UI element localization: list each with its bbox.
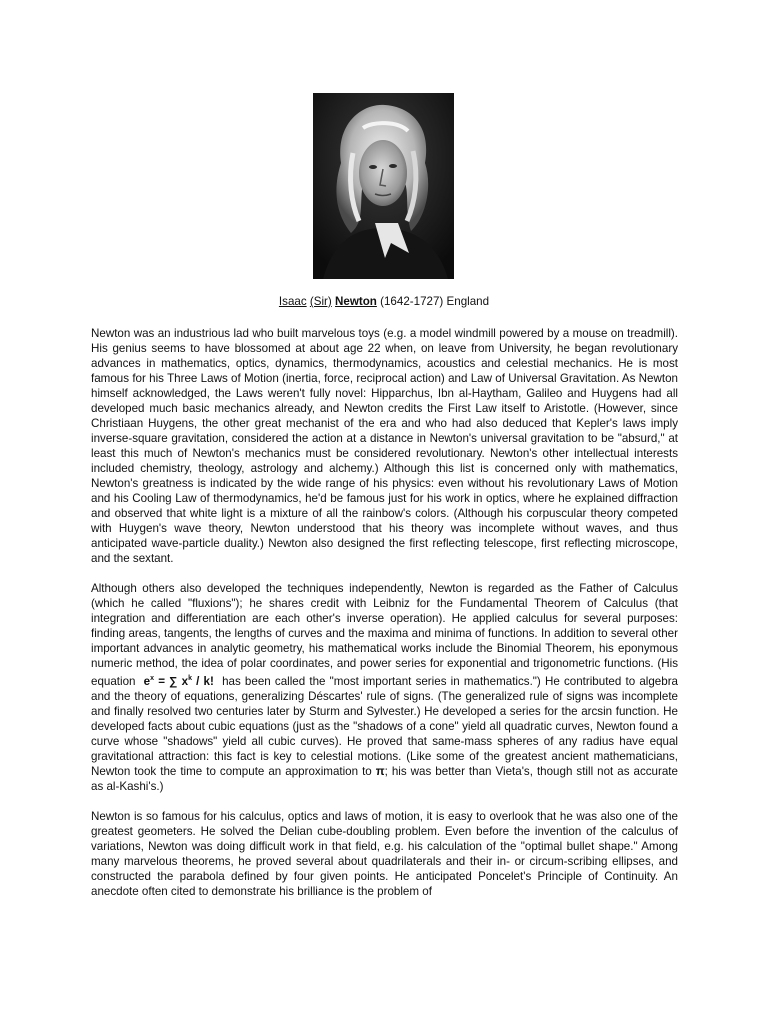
paragraph-2-part-c: ; his was better than Vieta's, though still not as accurate as al-Kashi's.)	[91, 765, 678, 794]
caption-title: (Sir)	[309, 295, 332, 308]
paragraph-2	[91, 581, 678, 794]
exponential-series-equation: $e^x$ = ∑ $x^k$ / k!	[143, 675, 214, 689]
paragraph-2-part-b: has been called the "most important series in mathematics.") He contributed to algebra and the theory of equations, generalizing Déscartes' rule of signs. (The generalized rule of signs was incomplete and finally resolved two centuries later by Sturm and Sylvester.) He developed a series for the arcsin function. He developed facts about cubic equations (just as the "shadows of a cone" yield all quadratic curves, Newton found a curve whose "shadows" yield all cubic curves). He proved that same-mass spheres of any radius have equal gravitational attraction: this fact is key to celestial motions. (Like some of the greatest ancient mathematicians, Newton took the time to compute an approximation to	[91, 675, 678, 779]
caption-dates-country: (1642-1727) England	[380, 295, 490, 308]
caption-surname: Newton	[335, 295, 377, 308]
paragraph-3: Newton is so famous for his calculus, optics and laws of motion, it is easy to overlook that he was also one of the greatest geometers. He solved the Delian cube-doubling problem. Even before the invention of the calculus of variations, Newton was doing difficult work in that field, e.g. his calculation of the "optimal bullet shape." Among many marvelous theorems, he proved several about quadrilaterals and their in- or circum-scribing ellipses, and constructed the parabola defined by four given points. He anticipated Poncelet's Principle of Continuity. An anecdote often cited to demonstrate his brilliance is the problem of	[91, 810, 678, 899]
article-body	[91, 326, 678, 914]
paragraph-1: Newton was an industrious lad who built marvelous toys (e.g. a model windmill powered by a mouse on treadmill). His genius seems to have blossomed at about age 22 when, on leave from University, he began revolutionary advances in mathematics, optics, dynamics, thermodynamics, acoustics and celestial mechanics. He is most famous for his Three Laws of Motion (inertia, force, reciprocal action) and Law of Universal Gravitation. As Newton himself acknowledged, the Laws weren't fully novel: Hipparchus, Ibn al-Haytham, Galileo and Huygens had all developed much basic mechanics already, and Newton credits the First Law itself to Aristotle. (However, since Christiaan Huygens, the other great mechanist of the era and who had also deduced that Kepler's laws imply inverse-square gravitation, considered the action at a distance in Newton's universal gravitation to be "absurd," at least this much of Newton's mechanics must be considered revolutionary. Newton's other intellectual interests included chemistry, theology, astrology and alchemy.) Although this list is concerned only with mathematics, Newton's greatness is indicated by the wide range of his physics: even without his revolutionary Laws of Motion and his Cooling Law of thermodynamics, he'd be famous just for his work in optics, where he explained diffraction and observed that white light is a mixture of all the rainbow's colors. (Although his corpuscular theory competed with Huygen's wave theory, Newton understood that his theory was incomplete without waves, and thus anticipated wave-particle duality.) Newton also designed the first reflecting telescope, first reflecting microscope, and the sextant.	[91, 327, 678, 566]
caption-first-name: Isaac	[278, 295, 307, 308]
newton-portrait-image	[313, 93, 454, 279]
pi-symbol: π	[375, 765, 385, 779]
portrait-caption	[0, 294, 768, 309]
paragraph-2-part-a: Although others also developed the techniques independently, Newton is regarded as the Father of Calculus (which he called "fluxions"); he shares credit with Leibniz for the Fundamental Theorem of Calculus (that integration and differentiation are each other's inverse operation). He applied calculus for several purposes: finding areas, tangents, the lengths of curves and the maxima and minima of functions. In addition to several other important advances in analytic geometry, his mathematical works include the Binomial Theorem, his eponymous numeric method, the idea of polar coordinates, and power series for exponential and trigonometric functions. (His equation	[91, 582, 678, 689]
portrait-icon	[313, 93, 454, 279]
